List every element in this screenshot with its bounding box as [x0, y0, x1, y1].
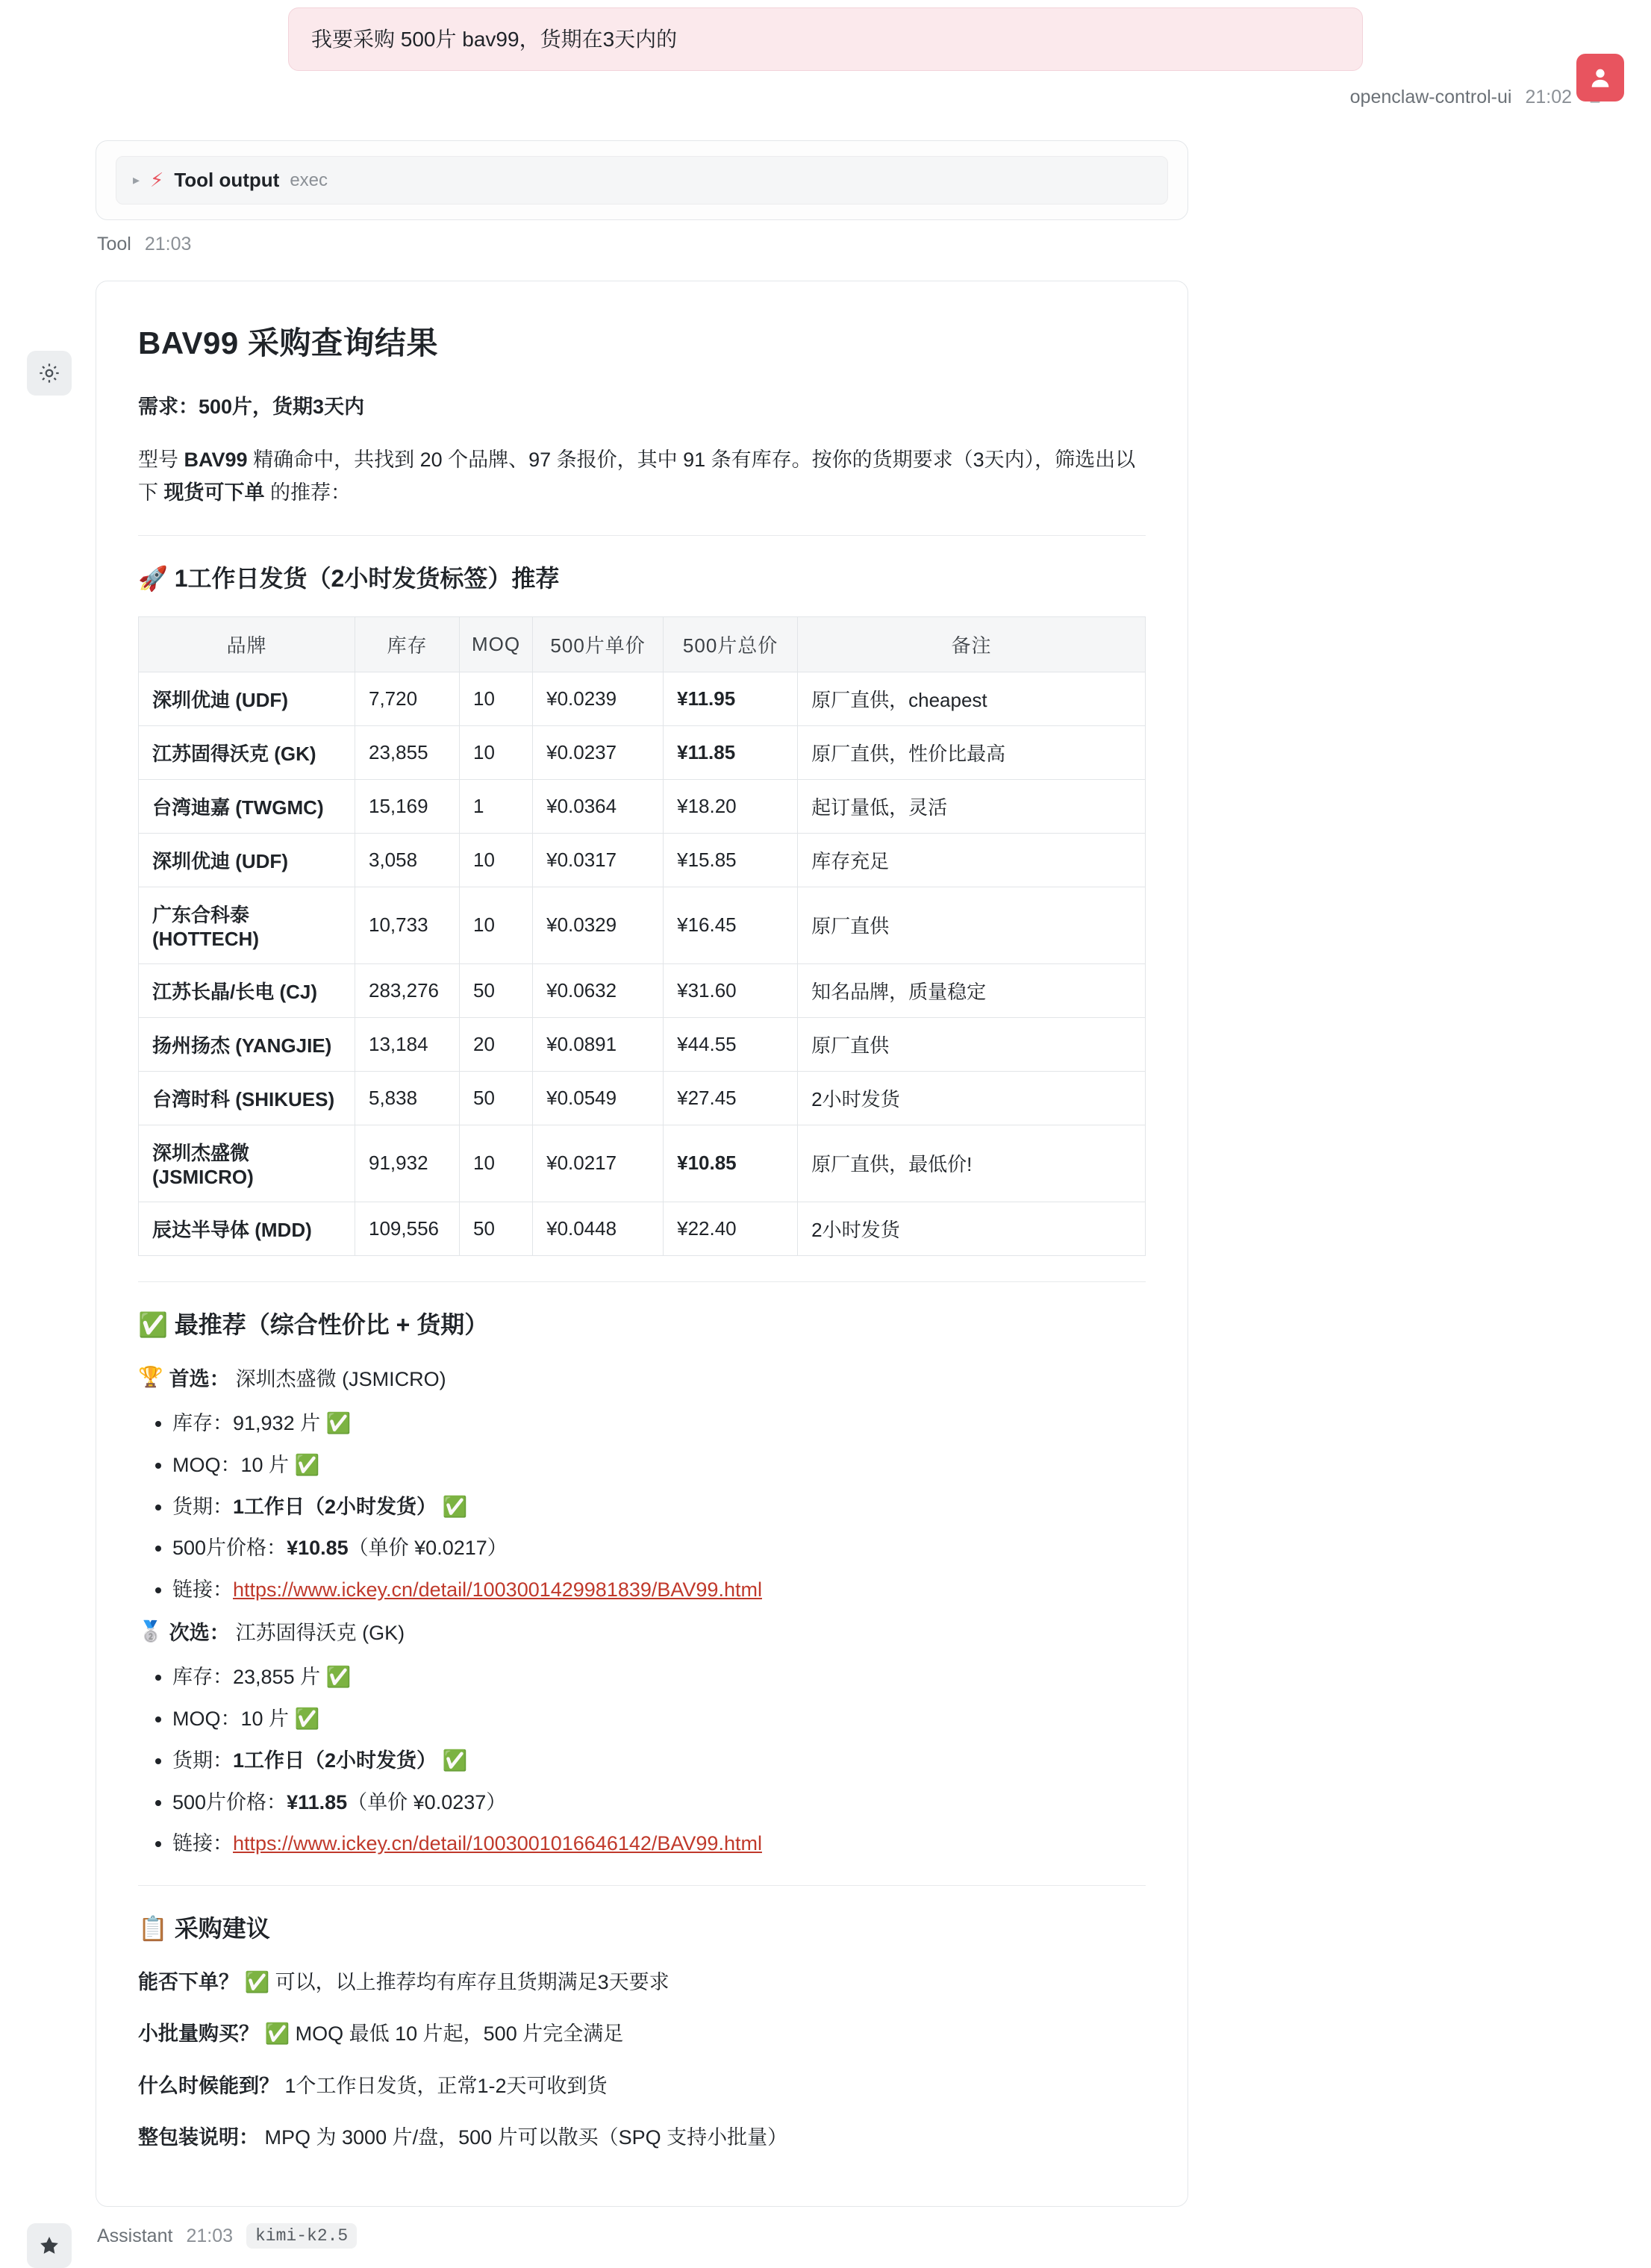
- divider: [138, 1885, 1146, 1886]
- section-title-advice: 📋 采购建议: [138, 1915, 270, 1943]
- advice-question: 小批量购买？: [138, 2022, 259, 2046]
- col-note: 备注: [798, 616, 1146, 672]
- assistant-block: [0, 281, 1651, 2268]
- recommendation-details: [138, 1408, 1146, 1606]
- advice-item: [138, 2070, 1146, 2102]
- requirement-line: [138, 390, 1146, 424]
- detail-value: 10 片 ✅: [240, 1707, 320, 1730]
- star-icon: [38, 2234, 60, 2257]
- cell-moq: 10: [460, 725, 533, 779]
- product-link[interactable]: https://www.ickey.cn/detail/1003001429981839/BAV99.html: [233, 1578, 762, 1602]
- summary-prefix: 型号: [138, 448, 184, 471]
- chevron-right-icon[interactable]: ▸: [133, 172, 140, 188]
- divider: [138, 1281, 1146, 1282]
- cell-note: 库存充足: [798, 833, 1146, 887]
- cell-unit-price: ¥0.0329: [533, 887, 664, 963]
- col-brand: 品牌: [139, 616, 355, 672]
- rank-icon: 🥈: [138, 1619, 163, 1643]
- table-row: [139, 725, 1146, 779]
- detail-label: 链接：: [172, 1578, 233, 1602]
- table-row: [139, 1202, 1146, 1255]
- table-row: [139, 887, 1146, 963]
- cell-note: 原厂直供: [798, 1017, 1146, 1071]
- price-table-body: [139, 672, 1146, 1255]
- user-message-meta: [0, 71, 1651, 110]
- assistant-time: 21:03: [186, 2225, 233, 2246]
- detail-value: ¥10.85: [287, 1537, 349, 1560]
- cell-moq: 50: [460, 963, 533, 1017]
- cell-brand: 广东合科泰 (HOTTECH): [139, 887, 355, 963]
- cell-unit-price: ¥0.0448: [533, 1202, 664, 1255]
- assistant-answer-wrap: [96, 281, 1188, 2207]
- cell-total-price: ¥10.85: [664, 1125, 798, 1202]
- rank-label: 次选：: [169, 1622, 230, 1645]
- cell-total-price: ¥11.85: [664, 725, 798, 779]
- tool-output-block: [0, 140, 1651, 255]
- cell-note: 2小时发货: [798, 1071, 1146, 1125]
- list-item: [172, 1828, 1146, 1860]
- cell-total-price: ¥31.60: [664, 963, 798, 1017]
- price-table-head: [139, 616, 1146, 672]
- summary-suffix: 的推荐：: [264, 481, 352, 504]
- col-moq: MOQ: [460, 616, 533, 672]
- cell-stock: 283,276: [355, 963, 460, 1017]
- cell-brand: 江苏长晶/长电 (CJ): [139, 963, 355, 1017]
- cell-moq: 10: [460, 1125, 533, 1202]
- section-title-recommendation: ✅ 最推荐（综合性价比 + 货期）: [138, 1310, 489, 1338]
- cell-moq: 20: [460, 1017, 533, 1071]
- cell-stock: 91,932: [355, 1125, 460, 1202]
- advice-question: 能否下单？: [138, 1971, 239, 1994]
- advice-answer: ✅ 可以，以上推荐均有库存且货期满足3天要求: [244, 1971, 670, 1994]
- cell-stock: 10,733: [355, 887, 460, 963]
- cell-moq: 50: [460, 1071, 533, 1125]
- detail-value: 10 片 ✅: [240, 1453, 320, 1476]
- cell-brand: 台湾时科 (SHIKUES): [139, 1071, 355, 1125]
- detail-label: 库存：: [172, 1666, 233, 1689]
- table-row: [139, 963, 1146, 1017]
- summary-mid: 精确命中，共找到 20 个品牌、97 条报价，其中 91 条有库存。按你的货期要求（3天内），筛选出以下: [138, 448, 1136, 504]
- cell-note: 原厂直供: [798, 887, 1146, 963]
- cell-total-price: ¥44.55: [664, 1017, 798, 1071]
- tool-output-sender: Tool: [97, 234, 131, 255]
- list-item: [172, 1575, 1146, 1606]
- cell-note: 知名品牌，质量稳定: [798, 963, 1146, 1017]
- advice-list: [138, 1966, 1146, 2154]
- col-unit-price: 500片单价: [533, 616, 664, 672]
- price-table: [138, 616, 1146, 1256]
- user-message-sender: openclaw-control-ui: [1349, 87, 1512, 108]
- cell-brand: 深圳优迪 (UDF): [139, 833, 355, 887]
- section-title-fast-shipping: 🚀 1工作日发货（2小时发货标签）推荐: [138, 564, 560, 592]
- cell-stock: 109,556: [355, 1202, 460, 1255]
- tool-output-title: Tool output: [174, 169, 280, 192]
- tool-output-meta: [96, 220, 1651, 255]
- cell-note: 原厂直供，最低价!: [798, 1125, 1146, 1202]
- cell-stock: 15,169: [355, 779, 460, 833]
- user-avatar: [1576, 54, 1624, 101]
- detail-value: 1工作日（2小时发货） ✅: [233, 1749, 468, 1772]
- bolt-icon: ⚡: [150, 169, 164, 192]
- detail-label: 货期：: [172, 1495, 233, 1518]
- assistant-sender: Assistant: [97, 2225, 173, 2246]
- list-item: [172, 1787, 1146, 1819]
- cell-brand: 扬州扬杰 (YANGJIE): [139, 1017, 355, 1071]
- cell-unit-price: ¥0.0364: [533, 779, 664, 833]
- cell-total-price: ¥16.45: [664, 887, 798, 963]
- cell-unit-price: ¥0.0237: [533, 725, 664, 779]
- cell-brand: 深圳杰盛微 (JSMICRO): [139, 1125, 355, 1202]
- col-total-price: 500片总价: [664, 616, 798, 672]
- advice-answer: ✅ MOQ 最低 10 片起，500 片完全满足: [264, 2022, 624, 2046]
- summary-model: BAV99: [184, 448, 248, 471]
- summary-highlight: 现货可下单: [163, 481, 265, 504]
- tool-output-header[interactable]: [116, 156, 1168, 204]
- tool-output-card-wrap: [96, 140, 1188, 220]
- cell-note: 原厂直供，性价比最高: [798, 725, 1146, 779]
- cell-brand: 深圳优迪 (UDF): [139, 672, 355, 725]
- recommendation-details: [138, 1662, 1146, 1860]
- user-message-time: 21:02: [1525, 87, 1572, 108]
- list-item: [172, 1492, 1146, 1523]
- col-stock: 库存: [355, 616, 460, 672]
- table-header-row: [139, 616, 1146, 672]
- cell-note: 原厂直供，cheapest: [798, 672, 1146, 725]
- detail-label: 500片价格：: [172, 1790, 287, 1814]
- cell-brand: 辰达半导体 (MDD): [139, 1202, 355, 1255]
- detail-value: ¥11.85: [287, 1790, 348, 1814]
- recommendation-heading: [138, 1363, 1146, 1392]
- rank-label: 首选：: [169, 1367, 230, 1390]
- detail-suffix: （单价 ¥0.0237）: [347, 1790, 507, 1814]
- cell-moq: 10: [460, 833, 533, 887]
- user-avatar-icon: [1588, 65, 1613, 90]
- cell-unit-price: ¥0.0549: [533, 1071, 664, 1125]
- recommendation-heading: [138, 1616, 1146, 1646]
- detail-label: 库存：: [172, 1411, 233, 1434]
- cell-note: 2小时发货: [798, 1202, 1146, 1255]
- tool-output-card[interactable]: [96, 140, 1188, 220]
- table-row: [139, 1017, 1146, 1071]
- cell-stock: 7,720: [355, 672, 460, 725]
- detail-label: 链接：: [172, 1832, 233, 1855]
- summary-paragraph: [138, 443, 1146, 510]
- list-item: [172, 1408, 1146, 1440]
- supplier-name: 江苏固得沃克 (GK): [235, 1622, 405, 1645]
- advice-question: 整包装说明：: [138, 2125, 259, 2149]
- cell-moq: 1: [460, 779, 533, 833]
- advice-item: [138, 2018, 1146, 2050]
- product-link[interactable]: https://www.ickey.cn/detail/1003001016646142/BAV99.html: [233, 1832, 762, 1855]
- page-title: BAV99 采购查询结果: [138, 325, 438, 361]
- cell-total-price: ¥15.85: [664, 833, 798, 887]
- assistant-meta: [96, 2207, 1651, 2249]
- advice-answer: 1个工作日发货，正常1-2天可收到货: [284, 2074, 608, 2097]
- cell-note: 起订量低，灵活: [798, 779, 1146, 833]
- table-row: [139, 672, 1146, 725]
- advice-question: 什么时候能到？: [138, 2074, 279, 2097]
- assistant-avatar: [27, 2223, 72, 2268]
- table-row: [139, 1071, 1146, 1125]
- detail-suffix: （单价 ¥0.0217）: [348, 1537, 508, 1560]
- table-row: [139, 833, 1146, 887]
- supplier-name: 深圳杰盛微 (JSMICRO): [235, 1367, 446, 1390]
- model-badge: kimi-k2.5: [246, 2223, 357, 2249]
- advice-item: [138, 2122, 1146, 2154]
- recommendation-list: [138, 1363, 1146, 1860]
- cell-total-price: ¥18.20: [664, 779, 798, 833]
- tool-output-subtitle: exec: [290, 169, 328, 190]
- cell-stock: 23,855: [355, 725, 460, 779]
- cell-stock: 13,184: [355, 1017, 460, 1071]
- purchase-report-card: [96, 281, 1188, 2207]
- cell-moq: 10: [460, 887, 533, 963]
- rank-icon: 🏆: [138, 1366, 163, 1390]
- detail-label: MOQ：: [172, 1453, 241, 1476]
- cell-unit-price: ¥0.0239: [533, 672, 664, 725]
- detail-value: 23,855 片 ✅: [233, 1666, 352, 1689]
- detail-label: MOQ：: [172, 1707, 241, 1730]
- cell-stock: 5,838: [355, 1071, 460, 1125]
- user-message-row: [0, 0, 1651, 71]
- list-item: [172, 1662, 1146, 1693]
- cell-unit-price: ¥0.0632: [533, 963, 664, 1017]
- table-row: [139, 779, 1146, 833]
- cell-total-price: ¥22.40: [664, 1202, 798, 1255]
- cell-brand: 江苏固得沃克 (GK): [139, 725, 355, 779]
- cell-unit-price: ¥0.0317: [533, 833, 664, 887]
- user-message-bubble: 我要采购 500片 bav99，货期在3天内的: [288, 7, 1363, 71]
- detail-value: 91,932 片 ✅: [233, 1411, 352, 1434]
- list-item: [172, 1533, 1146, 1564]
- cell-moq: 50: [460, 1202, 533, 1255]
- tool-output-time: 21:03: [144, 234, 192, 255]
- cell-moq: 10: [460, 672, 533, 725]
- detail-value: 1工作日（2小时发货） ✅: [233, 1495, 468, 1518]
- advice-answer: MPQ 为 3000 片/盘，500 片可以散买（SPQ 支持小批量）: [264, 2125, 788, 2149]
- detail-label: 货期：: [172, 1749, 233, 1772]
- cell-unit-price: ¥0.0217: [533, 1125, 664, 1202]
- list-item: [172, 1704, 1146, 1735]
- requirement-text: 需求：500片，货期3天内: [138, 396, 365, 419]
- advice-item: [138, 1966, 1146, 1999]
- cell-unit-price: ¥0.0891: [533, 1017, 664, 1071]
- list-item: [172, 1450, 1146, 1481]
- cell-total-price: ¥11.95: [664, 672, 798, 725]
- cell-stock: 3,058: [355, 833, 460, 887]
- detail-label: 500片价格：: [172, 1537, 287, 1560]
- cell-brand: 台湾迪嘉 (TWGMC): [139, 779, 355, 833]
- cell-total-price: ¥27.45: [664, 1071, 798, 1125]
- list-item: [172, 1746, 1146, 1777]
- divider: [138, 535, 1146, 536]
- table-row: [139, 1125, 1146, 1202]
